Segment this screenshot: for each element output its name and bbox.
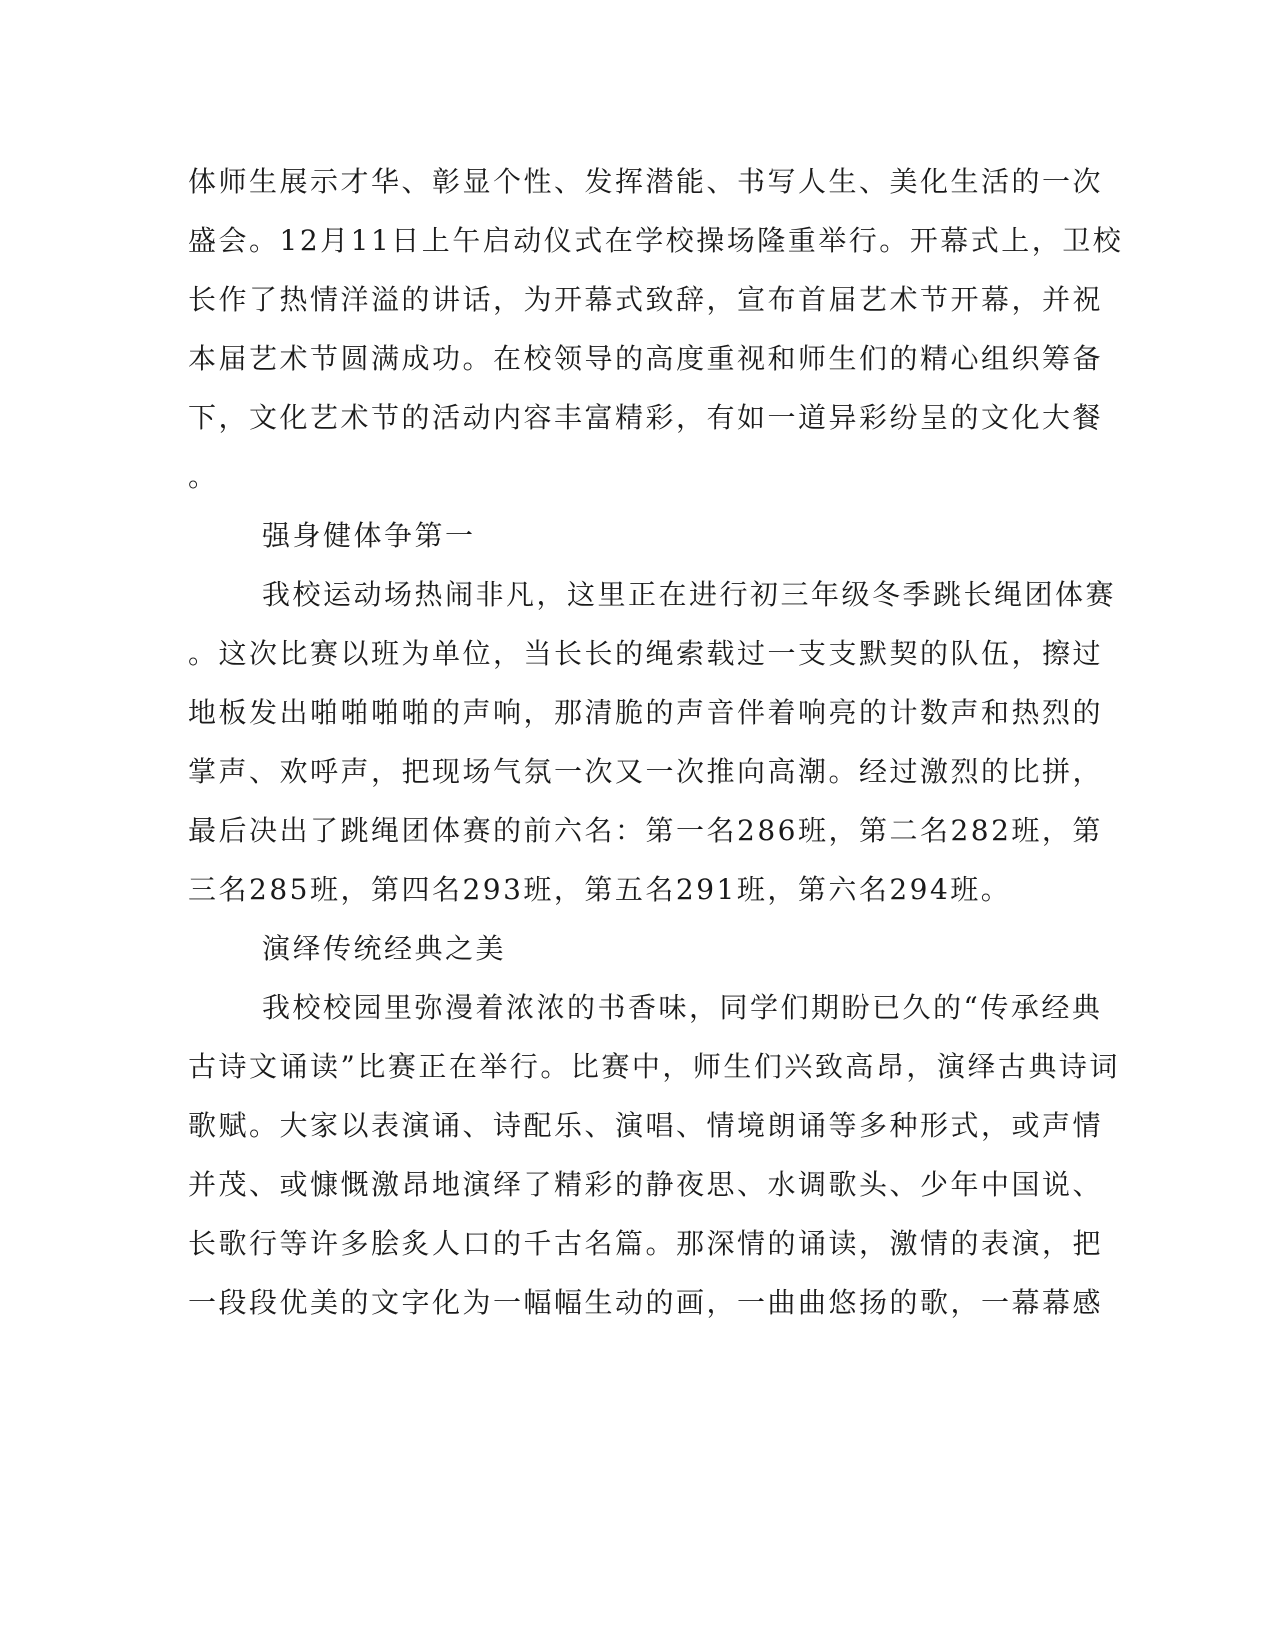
section-heading-classics: 演绎传统经典之美 bbox=[262, 932, 507, 965]
body-text-line: 。 bbox=[188, 460, 219, 493]
body-text-line: 并茂、或慷慨激昂地演绎了精彩的静夜思、水调歌头、少年中国说、 bbox=[188, 1168, 1104, 1201]
body-text-line: 本届艺术节圆满成功。在校领导的高度重视和师生们的精心组织筹备 bbox=[188, 342, 1104, 375]
body-text-line: 地板发出啪啪啪啪的声响，那清脆的声音伴着响亮的计数声和热烈的 bbox=[188, 696, 1104, 729]
body-text-line: 。这次比赛以班为单位，当长长的绳索载过一支支默契的队伍，擦过 bbox=[188, 637, 1104, 670]
body-text-line: 体师生展示才华、彰显个性、发挥潜能、书写人生、美化生活的一次 bbox=[188, 165, 1104, 198]
paragraph-first-line: 我校运动场热闹非凡，这里正在进行初三年级冬季跳长绳团体赛 bbox=[262, 578, 1117, 611]
body-text-line: 最后决出了跳绳团体赛的前六名：第一名286班，第二名282班，第 bbox=[188, 814, 1103, 847]
body-text-line: 长作了热情洋溢的讲话，为开幕式致辞，宣布首届艺术节开幕，并祝 bbox=[188, 283, 1104, 316]
section-heading-fitness: 强身健体争第一 bbox=[262, 519, 476, 552]
body-text-line: 三名285班，第四名293班，第五名291班，第六名294班。 bbox=[188, 873, 1012, 906]
paragraph-first-line: 我校校园里弥漫着浓浓的书香味，同学们期盼已久的“传承经典 bbox=[262, 991, 1103, 1024]
body-text-line: 一段段优美的文字化为一幅幅生动的画，一曲曲悠扬的歌，一幕幕感 bbox=[188, 1286, 1104, 1319]
body-text-line: 长歌行等许多脍炙人口的千古名篇。那深情的诵读，激情的表演，把 bbox=[188, 1227, 1104, 1260]
body-text-line: 盛会。12月11日上午启动仪式在学校操场隆重举行。开幕式上，卫校 bbox=[188, 224, 1124, 257]
body-text-line: 古诗文诵读”比赛正在举行。比赛中，师生们兴致高昂，演绎古典诗词 bbox=[188, 1050, 1120, 1083]
body-text-line: 下，文化艺术节的活动内容丰富精彩，有如一道异彩纷呈的文化大餐 bbox=[188, 401, 1104, 434]
body-text-line: 掌声、欢呼声，把现场气氛一次又一次推向高潮。经过激烈的比拼， bbox=[188, 755, 1104, 788]
body-text-line: 歌赋。大家以表演诵、诗配乐、演唱、情境朗诵等多种形式，或声情 bbox=[188, 1109, 1104, 1142]
